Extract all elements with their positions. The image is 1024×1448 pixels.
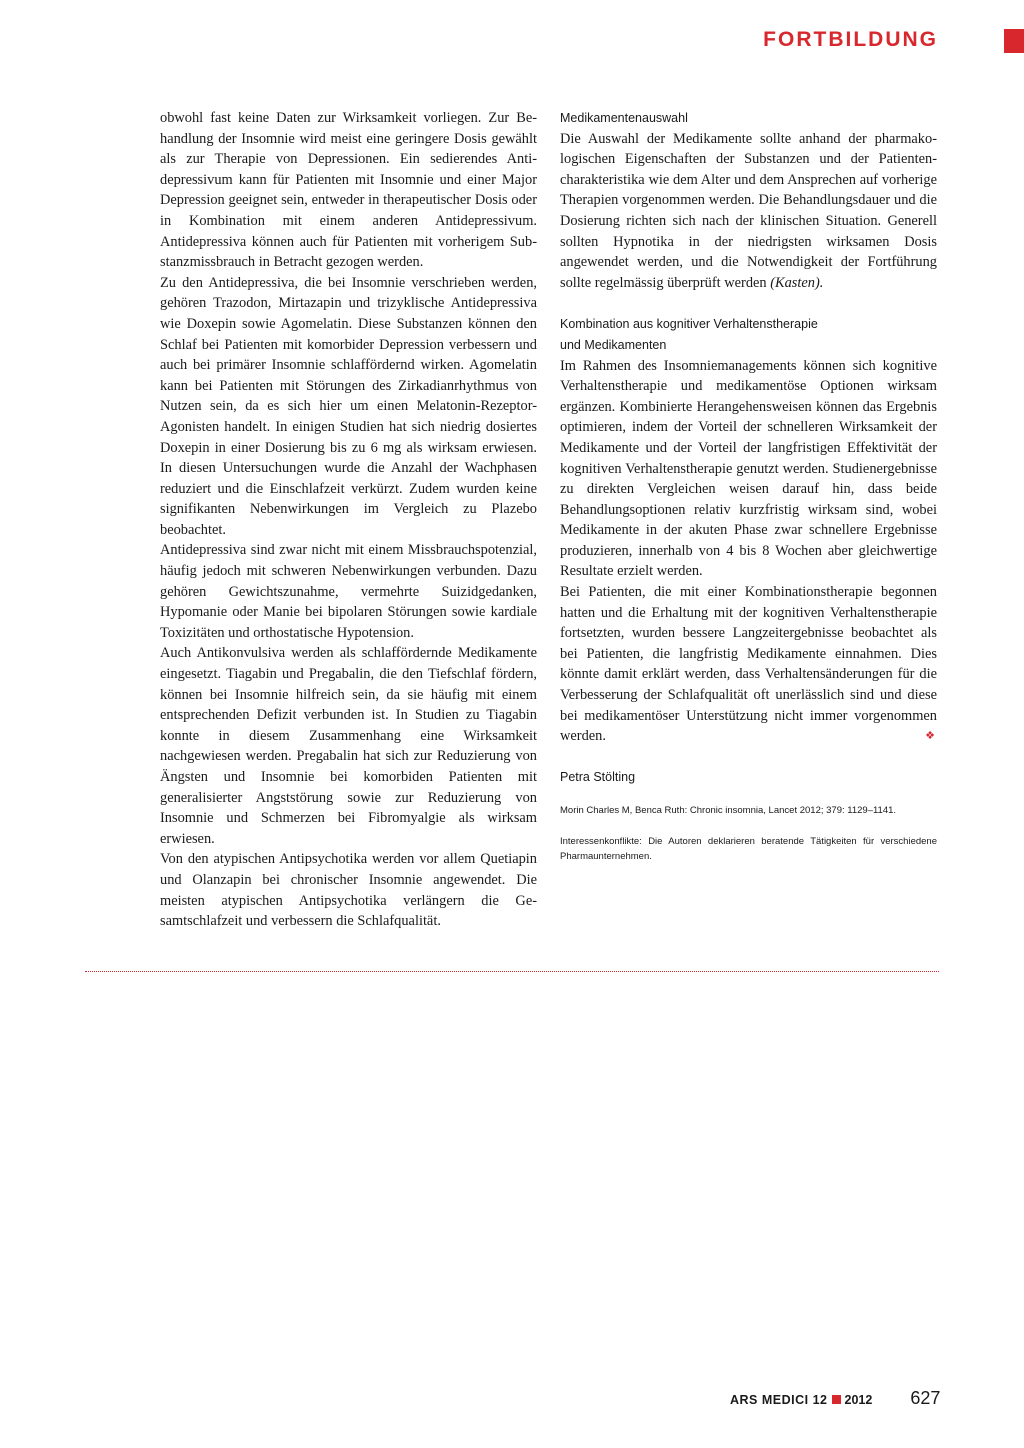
paragraph: Von den atypischen Antipsychotika werden vor allem Quetiapin und Olanzapin bei chronischer Insomnie angewendet. Die meisten atypischen Antipsychotika verlängern die Gesamtschlafzeit und verbessern die Schlafqualität. (160, 851, 537, 930)
dotted-divider (85, 971, 939, 972)
journal-year: 2012 (844, 1393, 873, 1407)
author: Petra Stölting (560, 769, 636, 784)
section-heading: Medikamentenauswahl (560, 111, 688, 125)
section-heading: Kombination aus kognitiver Verhaltenstherapie (560, 317, 818, 332)
page-number: 627 (910, 1388, 941, 1408)
box-reference: (Kasten). (770, 274, 824, 291)
journal-name: ARS MEDICI 12 (730, 1393, 828, 1407)
right-column (560, 108, 937, 864)
paragraph-text: Bei Patienten, die mit einer Kombinationstherapie begonnen hatten und die Erhaltung mit der kognitiven Verhaltenstherapie fortsetzten, wurden bessere Langzeitergebnisse beobachtet als bei Patienten, die langfristig Medikamente einnahmen. Dies könnte damit erklärt werden, dass Verhaltensänderungen für die Verbesserung der Schlafqualität oft unerlässlich sind und diese bei medikamentöser Unterstützung nicht immer vorgenommen werden. (560, 584, 937, 745)
paragraph: Auch Antikonvulsiva werden als schlaffördernde Medikamente eingesetzt. Tiagabin und Pregabalin, die den Tiefschlaf fördern, können bei Insomnie hilfreich sein, da sie häufig mit einem entsprechenden Defizit verbunden ist. In Studien zu Tiagabin konnte in diesem Zusammenhang eine Wirksamkeit nachgewiesen werden. Pregabalin hat sich zur Reduzierung von Ängsten und Insomnie bei komorbiden Patienten mit generalisierter Angststörung sowie zur Reduzierung von Insomnie und Schmerzen bei Fibromyalgie als wirksam erwiesen. (160, 645, 537, 847)
header-accent-block (1004, 29, 1024, 53)
left-column (160, 108, 537, 932)
paragraph: obwohl fast keine Daten zur Wirksamkeit vorliegen. Zur Behandlung der Insomnie wird meist eine geringere Dosis gewählt als zur Therapie von Depressionen. Ein sedierendes Antidepressivum kann für Patienten mit Insomnie und einer Major Depression geeignet sein, entweder in therapeutischer Dosis oder in Kombination mit einem anderen Antidepressivum. Antidepressiva können auch für Patienten mit vorherigem Substanzmissbrauch in Betracht gezogen werden. (160, 110, 537, 271)
page-footer (730, 1388, 940, 1409)
paragraph: Zu den Antidepressiva, die bei Insomnie verschrieben werden, gehören Trazodon, Mirtazapin und trizyklische Antidepressiva wie Doxepin sowie Agomelatin. Diese Substanzen können den Schlaf bei Patienten mit komorbider Depression verbessern und auch bei primärer Insomnie schlaffördernd wirken. Agomelatin kann bei Patienten mit Störungen des Zirkadianrhythmus von Nutzen sein, da es sich hier um einen Melatonin-Rezeptor-Agonisten handelt. In einigen Studien hat sich niedrig dosiertes Doxepin in einer Dosierung bis zu 6 mg als wirksam erwiesen. In diesen Untersuchungen wurde die Anzahl der Wachphasen reduziert und die Einschlafzeit verkürzt. Zudem wurden keine signifikanten Nebenwirkungen im Vergleich zu Plazebo beobachtet. (160, 274, 537, 538)
paragraph-text: Die Auswahl der Medikamente sollte anhand der pharmakologischen Eigenschaften der Substanzen und der Patientencharakteristika wie dem Alter und dem Ansprechen auf vorherige Therapien vorgenommen werden. Die Behandlungsdauer und die Dosierung richten sich nach der klinischen Situation. Generell sollten Hypnotika in der niedrigsten wirksamen Dosis angewendet werden, und die Notwendigkeit der Fortführung sollte regelmässig überprüft werden (560, 130, 937, 291)
section-header: FORTBILDUNG (763, 28, 938, 51)
paragraph: Antidepressiva sind zwar nicht mit einem Missbrauchspotenzial, häufig jedoch mit schweren Nebenwirkungen verbunden. Dazu gehören Gewichtszunahme, vermehrte Suizidgedanken, Hypomanie oder Manie bei bipolaren Störungen sowie kardiale Toxizitäten und orthostatische Hypotension. (160, 542, 537, 641)
conflict-statement: Interessenkonflikte: Die Autoren deklarieren beratende Tätigkeiten für verschiedene Pharmaunternehmen. (560, 836, 937, 863)
paragraph: Im Rahmen des Insomniemanagements können sich kognitive Verhaltenstherapie und medikamentöse Optionen wirksam ergänzen. Kombinierte Herangehensweisen können das Ergebnis optimieren, indem der Vorteil der schnelleren Wirksamkeit der Medikamente und der Vorteil der langfristigen Effektivität der kognitiven Verhaltenstherapie genutzt werden. Studienergebnisse zu direkten Vergleichen weisen darauf hin, dass beide Behandlungsoptionen relativ kurzfristig wirksam sind, wobei Medikamente in der akuten Phase zwar schnellere Ergebnisse produzieren, innerhalb von 4 bis 8 Wochen aber gleichwertige Resultate erzielt werden. (560, 357, 937, 580)
reference: Morin Charles M, Benca Ruth: Chronic insomnia, Lancet 2012; 379: 1129–1141. (560, 805, 897, 817)
paragraph (560, 129, 937, 294)
paragraph (560, 582, 937, 747)
footer-square-icon (832, 1395, 841, 1404)
end-mark-icon: ❖ (925, 730, 935, 743)
section-heading-line2: und Medikamenten (560, 337, 667, 352)
